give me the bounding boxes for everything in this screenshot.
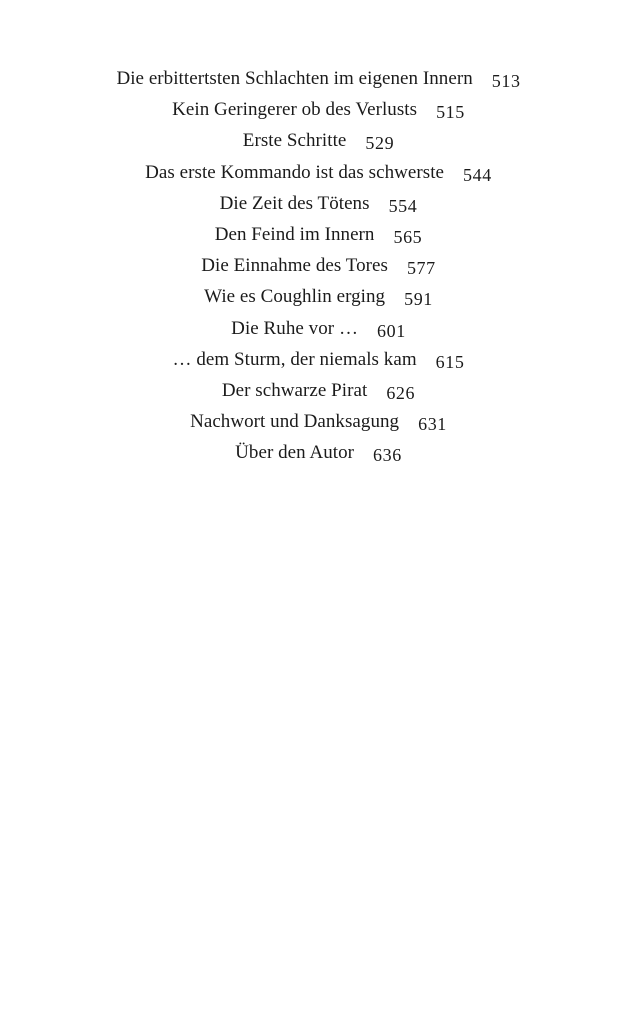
toc-entry[interactable] (0, 375, 637, 406)
toc-entry-page-number: 636 (373, 445, 402, 466)
toc-entry[interactable] (0, 188, 637, 219)
toc-entry-title: Die Zeit des Tötens (219, 192, 370, 214)
toc-entry-page-number: 544 (463, 164, 492, 185)
toc-entry[interactable] (0, 406, 637, 437)
toc-entry[interactable] (0, 250, 637, 281)
toc-entry-title: Das erste Kommando ist das schwerste (145, 161, 445, 183)
toc-entry[interactable] (0, 63, 637, 94)
toc-entry-page-number: 615 (435, 351, 465, 372)
toc-entry-title: Die Ruhe vor … (231, 317, 358, 339)
toc-entry-page-number: 601 (377, 320, 406, 341)
toc-entry[interactable] (0, 125, 637, 156)
toc-entry-page-number: 513 (491, 71, 521, 91)
toc-entry-page-number: 631 (418, 414, 447, 435)
toc-entry-page-number: 626 (386, 382, 416, 403)
toc-entry-page-number: 591 (404, 289, 433, 310)
toc-entry-title: Der schwarze Pirat (221, 379, 368, 401)
toc-entry-title: Erste Schritte (242, 130, 347, 152)
toc-entry[interactable] (0, 281, 637, 312)
toc-entry-title: Den Feind im Innern (214, 223, 375, 245)
toc-entry[interactable] (0, 313, 637, 344)
toc-entry-title: Die erbittertsten Schlachten im eigenen Innern (116, 68, 473, 89)
toc-entry-title: Über den Autor (235, 442, 355, 464)
toc-entry[interactable] (0, 219, 637, 250)
toc-entry-title: Kein Geringerer ob des Verlusts (172, 99, 418, 121)
toc-entry-title: Wie es Coughlin erging (204, 286, 386, 308)
toc-entry-page-number: 565 (393, 226, 423, 247)
toc-entry-title: … dem Sturm, der niemals kam (172, 348, 417, 370)
toc-entry-page-number: 529 (365, 133, 395, 154)
toc-entry[interactable] (0, 157, 637, 188)
toc-entry[interactable] (0, 437, 637, 468)
toc-entry-page-number: 515 (436, 102, 465, 123)
table-of-contents (0, 63, 637, 468)
toc-entry-title: Nachwort und Danksagung (190, 411, 400, 433)
toc-entry-page-number: 577 (406, 258, 436, 279)
toc-entry[interactable] (0, 94, 637, 125)
toc-entry-page-number: 554 (388, 195, 418, 216)
toc-entry[interactable] (0, 344, 637, 375)
toc-entry-title: Die Einnahme des Tores (201, 255, 388, 277)
